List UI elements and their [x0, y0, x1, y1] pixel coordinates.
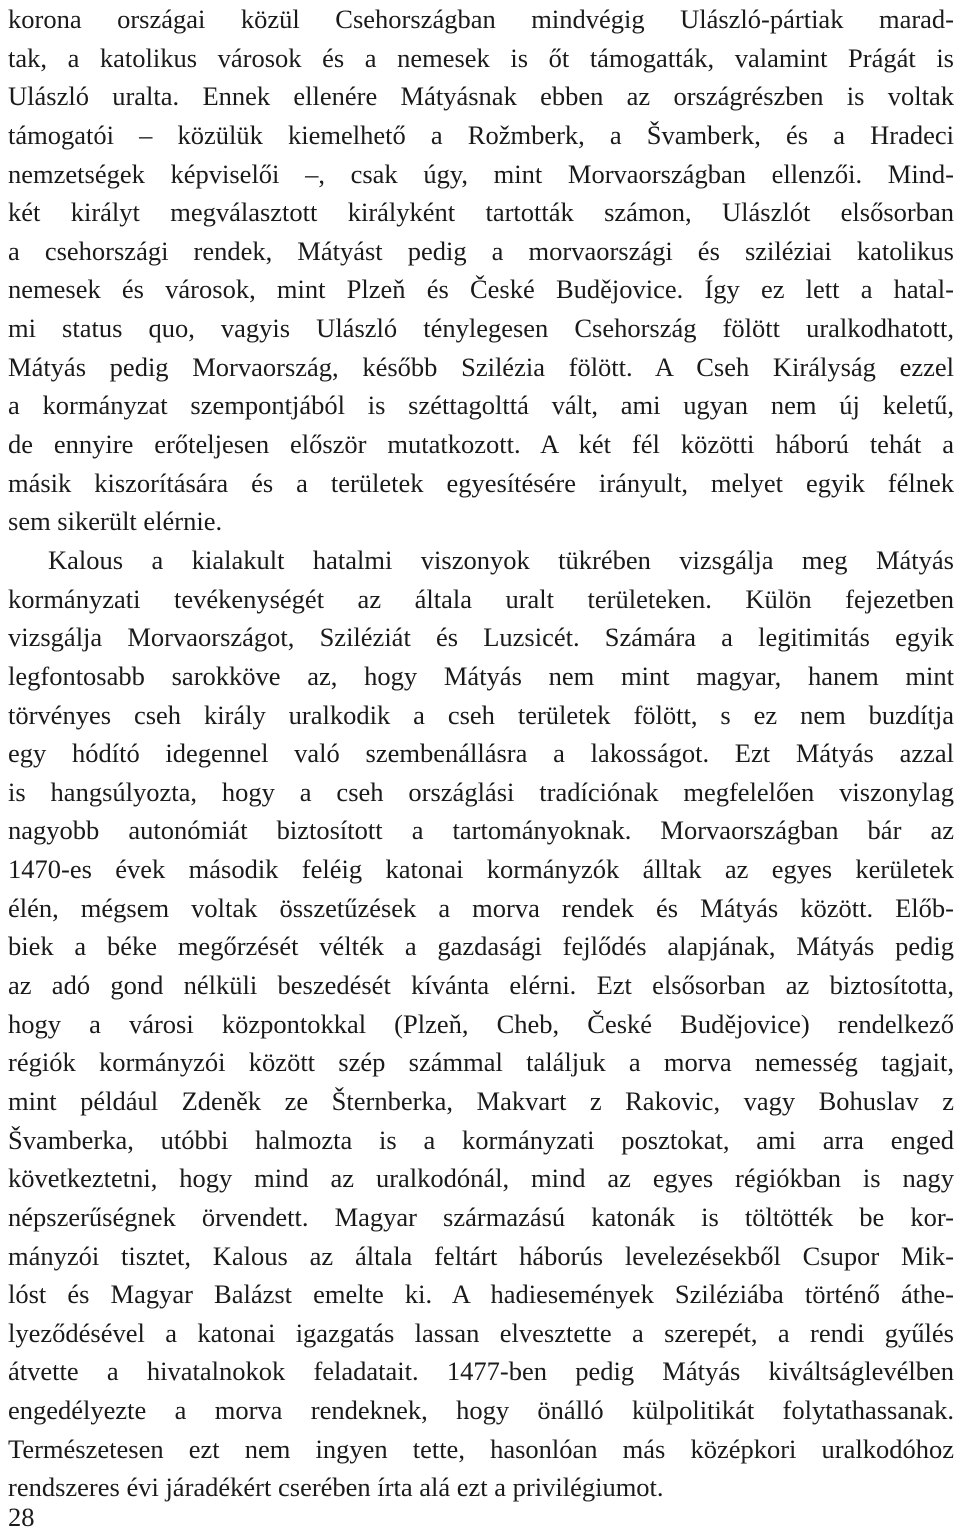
text-line: Kalous a kialakult hatalmi viszonyok tükrében vizsgálja meg Mátyás	[48, 544, 954, 575]
text-line: 1470-es évek második feléig katonai kormányzók álltak az egyes kerületek	[8, 854, 954, 885]
text-line: engedélyezte a morva rendeknek, hogy önálló külpolitikát folytathassanak.	[8, 1395, 954, 1426]
text-line: is hangsúlyozta, hogy a cseh országlási tradíciónak megfelelően viszonylag	[8, 776, 954, 807]
text-line: mint például Zdeněk ze Šternberka, Makvart z Rakovic, vagy Bohuslav z	[8, 1085, 954, 1116]
text-line: a csehországi rendek, Mátyást pedig a morvaországi és sziléziai katolikus	[8, 235, 954, 266]
text-line: nemzetségek képviselői –, csak úgy, mint Morvaországban ellenzői. Mind-	[8, 158, 954, 189]
text-line: de ennyire erőteljesen először mutatkozott. A két fél közötti háború tehát a	[8, 429, 954, 460]
text-line: nagyobb autonómiát biztosított a tartományoknak. Morvaországban bár az	[8, 815, 954, 846]
text-line: Természetesen ezt nem ingyen tette, hasonlóan más középkori uralkodóhoz	[8, 1433, 954, 1464]
text-line: Švamberka, utóbbi halmozta is a kormányzati posztokat, ami arra enged	[8, 1124, 954, 1155]
text-line: hogy a városi központokkal (Plzeň, Cheb, České Budějovice) rendelkező	[8, 1008, 954, 1039]
text-line: Ulászló uralta. Ennek ellenére Mátyásnak ebben az országrészben is voltak	[8, 81, 954, 112]
text-line: kormányzati tevékenységét az általa uralt területeken. Külön fejezetben	[8, 583, 954, 614]
text-line: egy hódító idegennel való szembenállásra a lakosságot. Ezt Mátyás azzal	[8, 738, 954, 769]
paragraph	[8, 0, 954, 541]
text-line: legfontosabb sarokköve az, hogy Mátyás nem mint magyar, hanem mint	[8, 660, 954, 691]
text-line: következtetni, hogy mind az uralkodónál, mind az egyes régiókban is nagy	[8, 1163, 954, 1194]
text-line: átvette a hivatalnokok feladatait. 1477-ben pedig Mátyás kiváltságlevélben	[8, 1356, 954, 1387]
text-line: élén, mégsem voltak összetűzések a morva rendek és Mátyás között. Előb-	[8, 892, 954, 923]
text-line: tak, a katolikus városok és a nemesek is őt támogatták, valamint Prágát is	[8, 42, 954, 73]
paragraph	[8, 541, 954, 1507]
page-number: 28	[8, 1502, 35, 1532]
text-line: nemesek és városok, mint Plzeň és České Budějovice. Így ez lett a hatal-	[8, 274, 954, 305]
text-line: régiók kormányzói között szép számmal találjuk a morva nemesség tagjait,	[8, 1047, 954, 1078]
text-line: rendszeres évi járadékért cserében írta alá ezt a privilégiumot.	[8, 1472, 664, 1503]
text-line: sem sikerült elérnie.	[8, 506, 223, 537]
text-line: másik kiszorítására és a területek egyesítésére irányult, melyet egyik félnek	[8, 467, 954, 498]
text-line: az adó gond nélküli beszedését kívánta elérni. Ezt elsősorban az biztosította,	[8, 970, 954, 1001]
text-line: népszerűségnek örvendett. Magyar származású katonák is töltötték be kor-	[8, 1201, 954, 1232]
text-line: lyeződésével a katonai igazgatás lassan elvesztette a szerepét, a rendi gyűlés	[8, 1317, 954, 1348]
text-line: támogatói – közülük kiemelhető a Rožmberk, a Švamberk, és a Hradeci	[8, 119, 954, 150]
text-line: törvényes cseh király uralkodik a cseh területek fölött, s ez nem buzdítja	[8, 699, 954, 730]
text-line: mányzói tisztet, Kalous az általa feltárt háborús levelezésekből Csupor Mik-	[8, 1240, 954, 1271]
text-line: két királyt megválasztott királyként tartották számon, Ulászlót elsősorban	[8, 197, 954, 228]
text-line: a kormányzat szempontjából is széttagolttá vált, ami ugyan nem új keletű,	[8, 390, 954, 421]
text-line: biek a béke megőrzését vélték a gazdasági fejlődés alapjának, Mátyás pedig	[8, 931, 954, 962]
body-text	[8, 0, 954, 1507]
text-line: mi status quo, vagyis Ulászló ténylegesen Csehország fölött uralkodhatott,	[8, 313, 954, 344]
text-line: vizsgálja Morvaországot, Sziléziát és Luzsicét. Számára a legitimitás egyik	[8, 622, 954, 653]
text-line: Mátyás pedig Morvaország, később Szilézia fölött. A Cseh Királyság ezzel	[8, 351, 954, 382]
text-line: lóst és Magyar Balázst emelte ki. A hadiesemények Sziléziába történő áthe-	[8, 1279, 954, 1310]
text-line: korona országai közül Csehországban mindvégig Ulászló-pártiak marad-	[8, 4, 954, 34]
